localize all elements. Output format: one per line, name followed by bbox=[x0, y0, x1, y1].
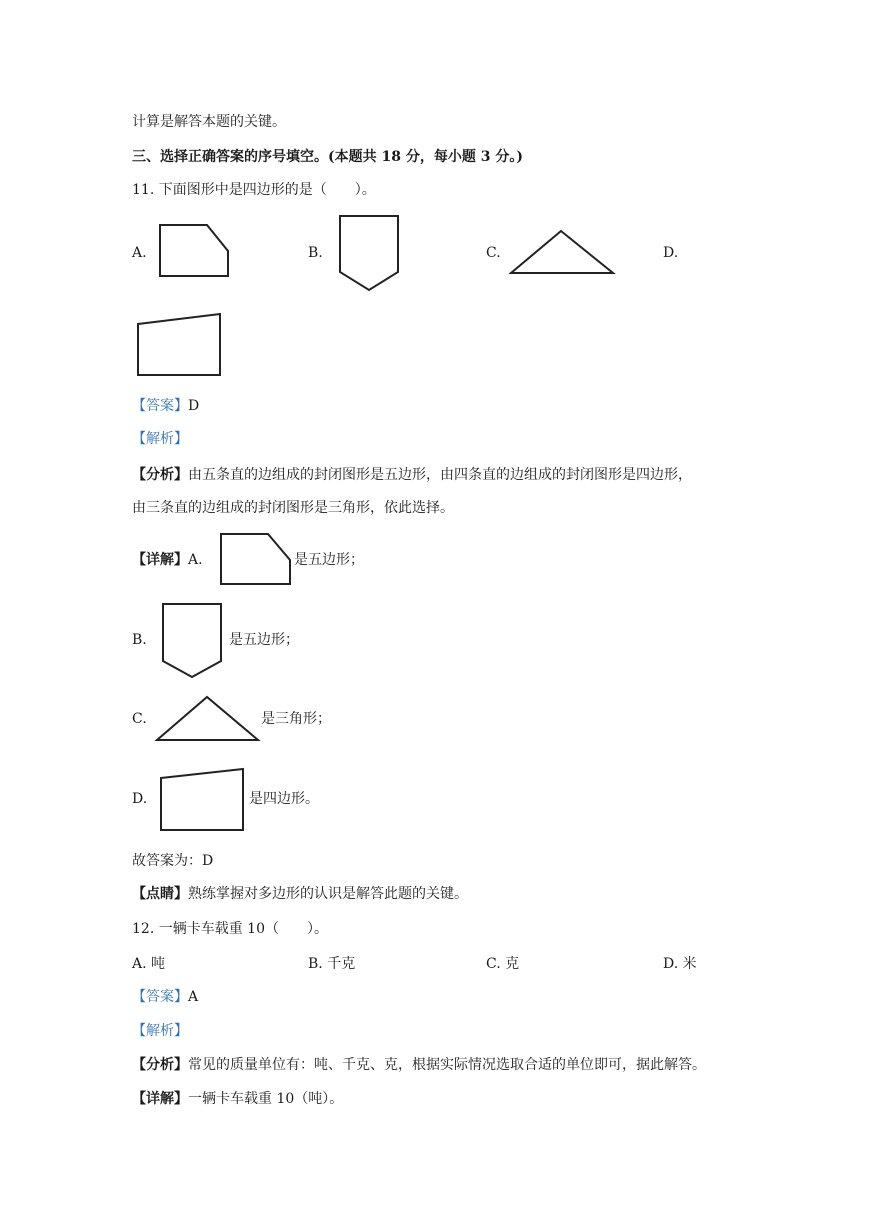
q12-fenxi bbox=[132, 1055, 706, 1075]
detail-b-text: 是五边形； bbox=[229, 632, 299, 648]
q12-stem: 12. 一辆卡车载重 10（ ）。 bbox=[132, 921, 328, 937]
fenxi-text: 常见的质量单位有：吨、千克、克，根据实际情况选取合适的单位即可，据此解答。 bbox=[188, 1057, 706, 1073]
section-title: 三、选择正确答案的序号填空。(本题共 18 分，每小题 3 分。) bbox=[132, 149, 523, 165]
q12-detail bbox=[132, 1089, 343, 1109]
pentagon-figure-detail-a bbox=[220, 533, 292, 586]
q11-conclusion: 故答案为：D bbox=[132, 853, 214, 869]
q12-option-b: B. 千克 bbox=[308, 956, 356, 972]
answer-value: D bbox=[188, 398, 200, 414]
q11-analysis-tag: 【解析】 bbox=[132, 431, 188, 447]
detail-c-text: 是三角形； bbox=[261, 711, 331, 727]
q11-answer bbox=[132, 396, 199, 416]
q12-option-d: D. 米 bbox=[663, 956, 697, 972]
q11-option-a-label: A. bbox=[132, 245, 147, 261]
detail-d-text: 是四边形。 bbox=[249, 791, 319, 807]
intro-line: 计算是解答本题的关键。 bbox=[132, 114, 286, 130]
q11-detail-a bbox=[132, 550, 203, 570]
q11-option-b-label: B. bbox=[308, 245, 323, 261]
answer-value: A bbox=[188, 989, 199, 1005]
dianjing-text: 熟练掌握对多边形的认识是解答此题的关键。 bbox=[188, 886, 468, 902]
q12-option-a: A. 吨 bbox=[132, 956, 166, 972]
pentagon-figure-detail-b bbox=[162, 603, 224, 679]
q11-option-d-label: D. bbox=[663, 245, 679, 261]
answer-tag: 【答案】 bbox=[132, 398, 188, 414]
pentagon-figure-b bbox=[340, 216, 400, 292]
q11-stem: 11. 下面图形中是四边形的是（ ）。 bbox=[132, 182, 376, 198]
detail-a-label: A. bbox=[188, 552, 203, 568]
q11-dianjing bbox=[132, 884, 468, 904]
detail-a-text: 是五边形； bbox=[294, 552, 364, 568]
q11-fenxi-line1 bbox=[132, 465, 692, 485]
dianjing-tag: 【点睛】 bbox=[132, 886, 188, 902]
quadrilateral-figure-d bbox=[137, 313, 223, 378]
detail-d-label: D. bbox=[132, 791, 148, 807]
quadrilateral-figure-detail-d bbox=[160, 768, 246, 833]
q12-analysis-tag: 【解析】 bbox=[132, 1023, 188, 1039]
pentagon-figure-a bbox=[160, 225, 230, 277]
q11-fenxi-line2: 由三条直的边组成的封闭图形是三角形，依此选择。 bbox=[132, 500, 454, 516]
fenxi-tag: 【分析】 bbox=[132, 467, 188, 483]
q12-option-c: C. 克 bbox=[486, 956, 520, 972]
fenxi-text: 由五条直的边组成的封闭图形是五边形，由四条直的边组成的封闭图形是四边形， bbox=[188, 467, 692, 483]
triangle-figure-c bbox=[511, 230, 615, 276]
detail-c-label: C. bbox=[132, 711, 147, 727]
q11-option-c-label: C. bbox=[486, 245, 501, 261]
detail-tag: 【详解】 bbox=[132, 1091, 188, 1107]
detail-tag: 【详解】 bbox=[132, 552, 188, 568]
detail-b-label: B. bbox=[132, 632, 147, 648]
q12-answer bbox=[132, 987, 198, 1007]
answer-tag: 【答案】 bbox=[132, 989, 188, 1005]
fenxi-tag: 【分析】 bbox=[132, 1057, 188, 1073]
triangle-figure-detail-c bbox=[156, 696, 260, 743]
detail-text: 一辆卡车载重 10（吨）。 bbox=[188, 1091, 344, 1107]
